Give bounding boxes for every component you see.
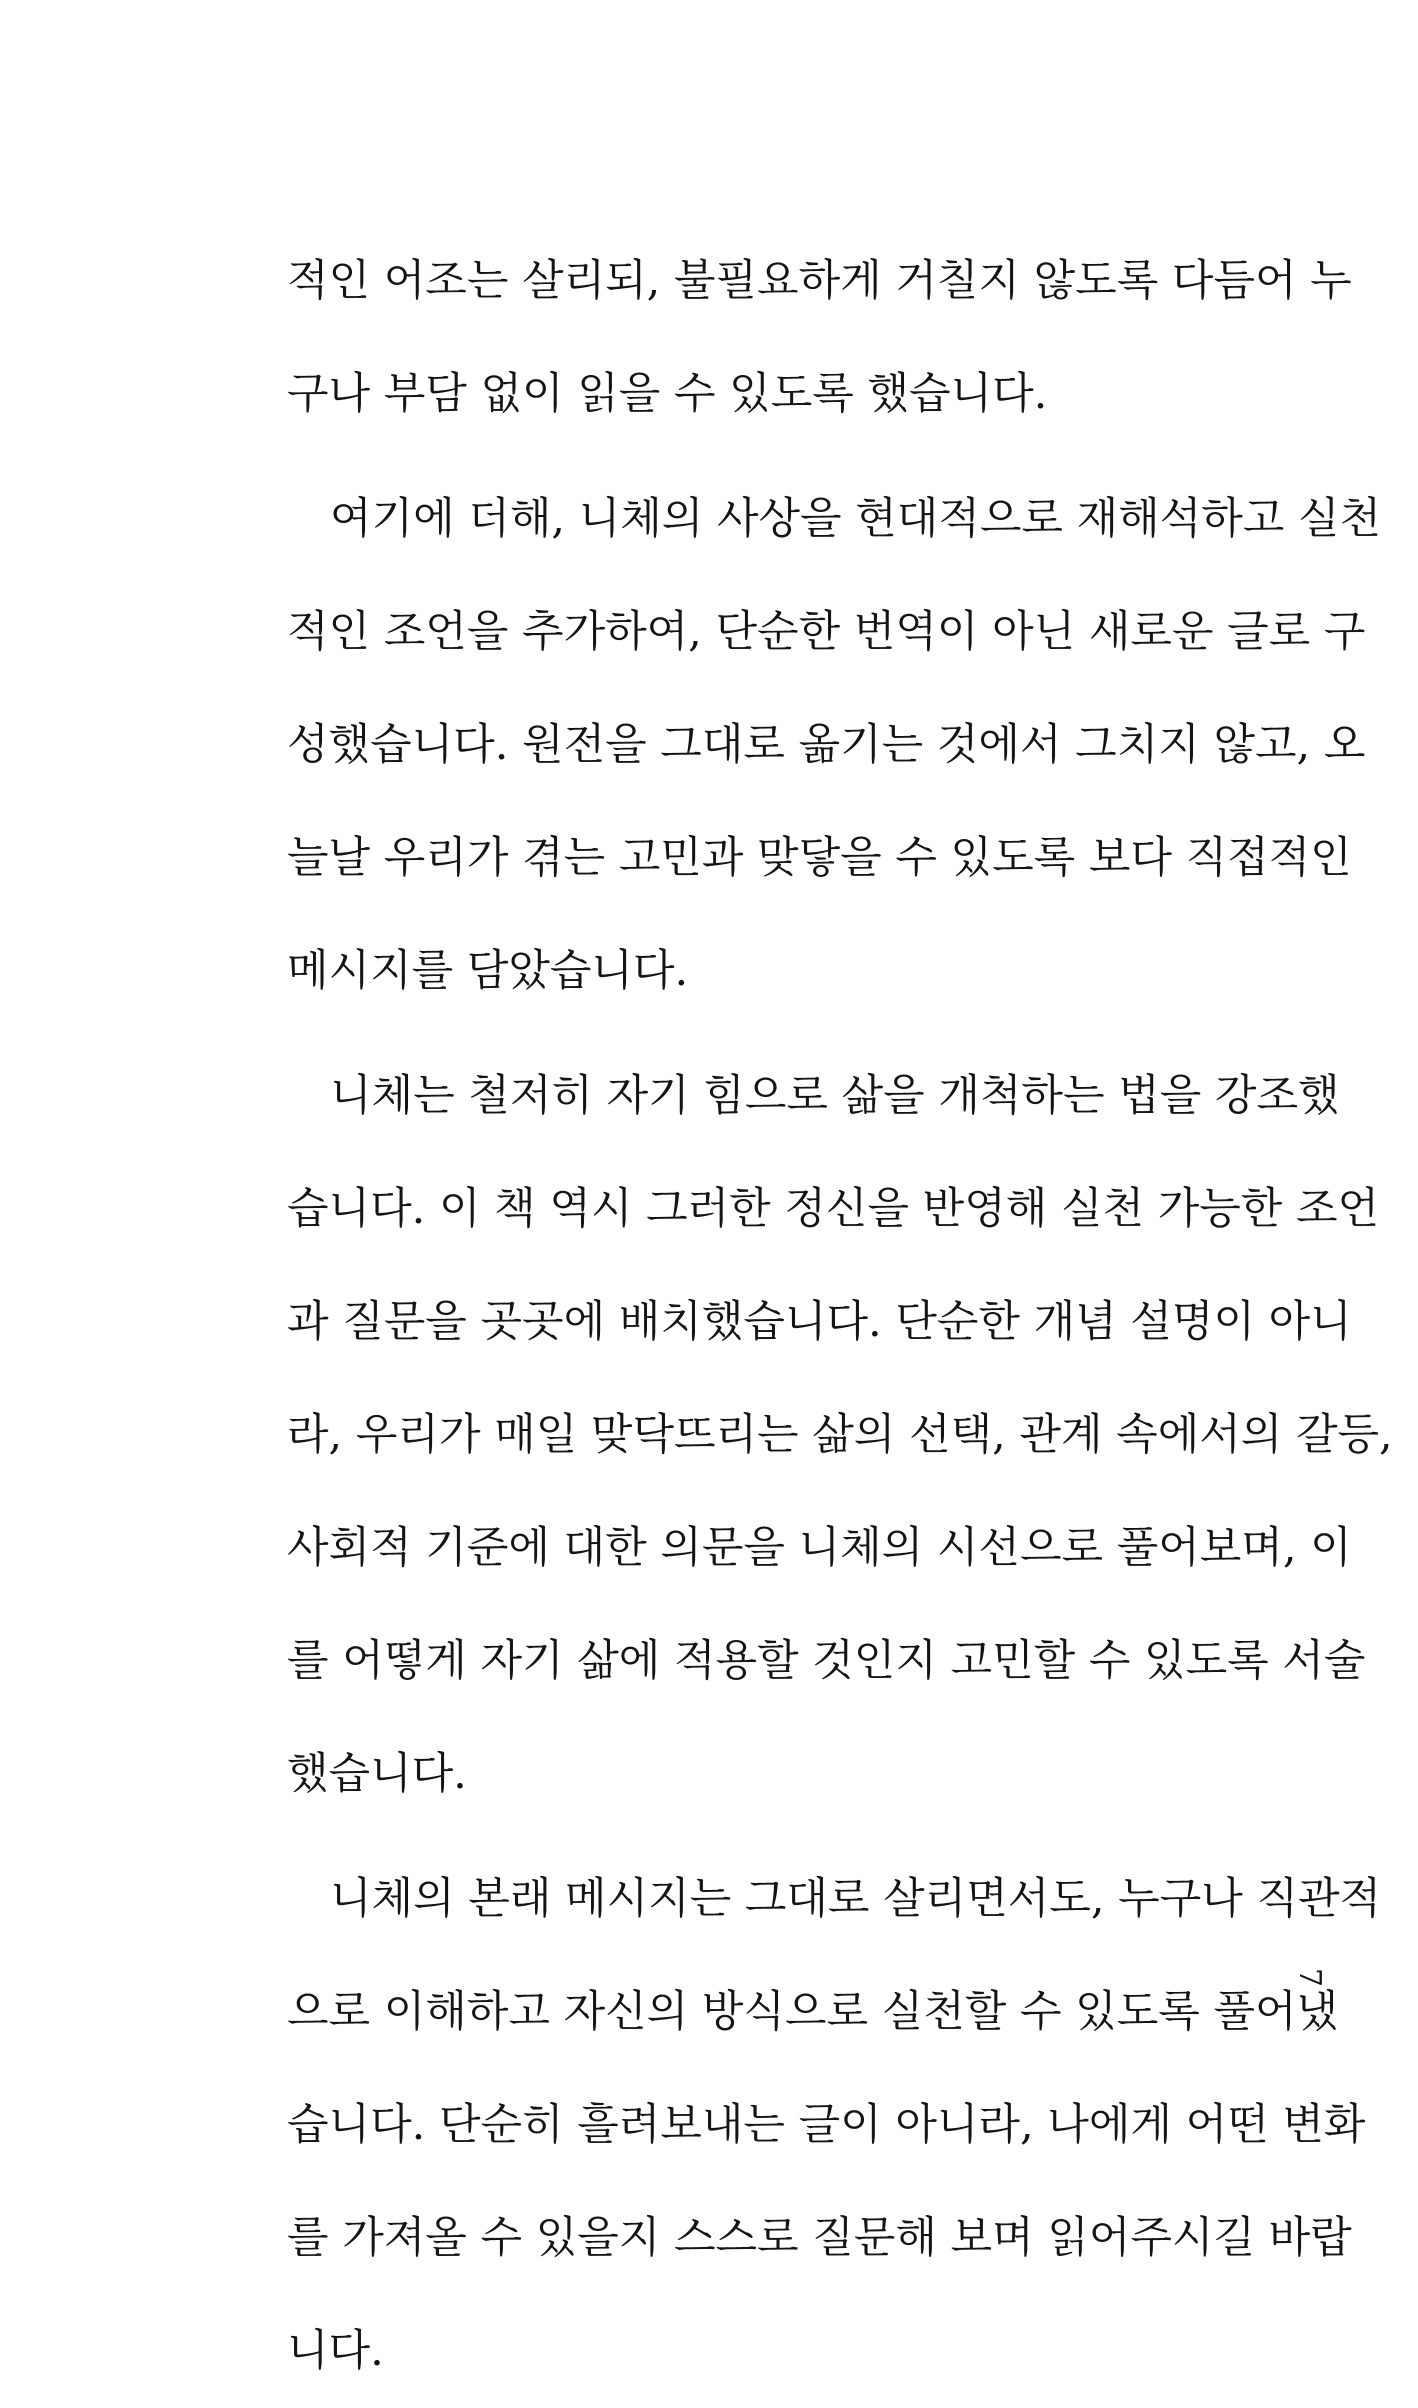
paragraph-4-line-1: 니체의 본래 메시지는 그대로 살리면서도, 누구나 직관적: [330, 1874, 1382, 1924]
paragraph-2-line-1: 여기에 더해, 니체의 사상을 현대적으로 재해석하고 실천: [330, 494, 1382, 544]
paragraph-4-line-4: 를 가져올 수 있을지 스스로 질문해 보며 읽어주시길 바랍: [287, 2213, 1352, 2263]
paragraph-2-line-4: 늘날 우리가 겪는 고민과 맞닿을 수 있도록 보다 직접적인: [287, 833, 1352, 883]
paragraph-2-line-5: 메시지를 담았습니다.: [287, 946, 689, 996]
paragraph-3-line-1: 니체는 철저히 자기 힘으로 삶을 개척하는 법을 강조했: [330, 1071, 1340, 1121]
paragraph-3-line-2: 습니다. 이 책 역시 그러한 정신을 반영해 실천 가능한 조언: [287, 1184, 1380, 1234]
paragraph-3-line-5: 사회적 기준에 대한 의문을 니체의 시선으로 풀어보며, 이: [287, 1523, 1352, 1573]
paragraph-3-line-6: 를 어떻게 자기 삶에 적용할 것인지 고민할 수 있도록 서술: [287, 1636, 1366, 1686]
paragraph-2-line-3: 성했습니다. 원전을 그대로 옮기는 것에서 그치지 않고, 오: [287, 720, 1366, 770]
body-text: [287, 225, 1393, 2408]
paragraph-4-line-2: 으로 이해하고 자신의 방식으로 실천할 수 있도록 풀어냈: [287, 1987, 1339, 2037]
paragraph-3-line-3: 과 질문을 곳곳에 배치했습니다. 단순한 개념 설명이 아니: [287, 1297, 1352, 1347]
paragraph-4-line-3: 습니다. 단순히 흘려보내는 글이 아니라, 나에게 어떤 변화: [287, 2100, 1366, 2150]
paragraph-2-line-2: 적인 조언을 추가하여, 단순한 번역이 아닌 새로운 글로 구: [287, 607, 1366, 657]
paragraph-1-line-2: 구나 부담 없이 읽을 수 있도록 했습니다.: [287, 369, 1048, 419]
page-number: 7: [1292, 1967, 1328, 1988]
paragraph-3-line-4: 라, 우리가 매일 맞닥뜨리는 삶의 선택, 관계 속에서의 갈등,: [287, 1410, 1393, 1460]
paragraph-1-line-1: 적인 어조는 살리되, 불필요하게 거칠지 않도록 다듬어 누: [287, 256, 1352, 306]
paragraph-4-line-5: 니다.: [287, 2326, 384, 2376]
paragraph-3-line-7: 했습니다.: [287, 1749, 467, 1799]
